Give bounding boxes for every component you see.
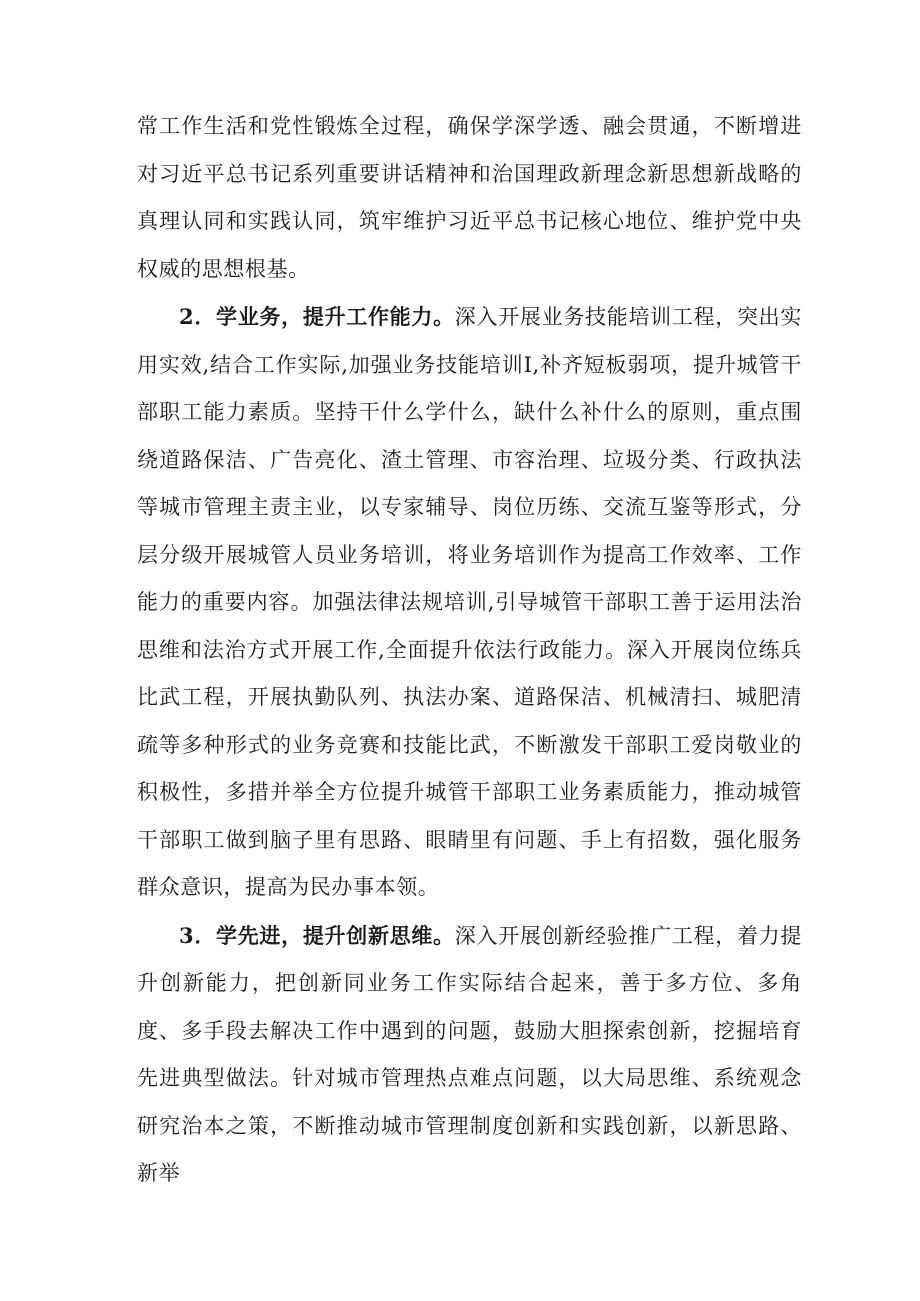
paragraph-intro-text: 常工作生活和党性锻炼全过程，确保学深学透、融会贯通，不断增进对习近平总书记系列重要讲话精神和治国理政新理念新思想新战略的真理认同和实践认同，筑牢维护习近平总书记核心地位、维护党中央权威的思想根基。 [137,114,802,281]
paragraph-section-2 [137,293,802,912]
section-2-heading: 2．学业务，提升工作能力。 [179,304,455,329]
section-2-text: 深入开展业务技能培训工程，突出实用实效,结合工作实际,加强业务技能培训I,补齐短板弱项，提升城管干部职工能力素质。坚持干什么学什么，缺什么补什么的原则，重点围绕道路保洁、广告亮化、渣土管理、市容治理、垃圾分类、行政执法等城市管理主责主业，以专家辅导、岗位历练、交流互鉴等形式，分层分级开展城管人员业务培训，将业务培训作为提高工作效率、工作能力的重要内容。加强法律法规培训,引导城管干部职工善于运用法治思维和法治方式开展工作,全面提升依法行政能力。深入开展岗位练兵比武工程，开展执勤队列、执法办案、道路保洁、机械清扫、城肥清疏等多种形式的业务竞赛和技能比武，不断激发干部职工爱岗敬业的积极性，多措并举全方位提升城管干部职工业务素质能力，推动城管干部职工做到脑子里有思路、眼睛里有问题、手上有招数，强化服务群众意识，提高为民办事本领。 [137,305,802,899]
section-3-heading: 3．学先进，提升创新思维。 [179,922,455,948]
paragraph-section-3 [137,912,802,1198]
section-3-text: 深入开展创新经验推广工程，着力提升创新能力，把创新同业务工作实际结合起来，善于多方位、多角度、多手段去解决工作中遇到的问题，鼓励大胆探索创新，挖掘培育先进典型做法。针对城市管理热点难点问题，以大局思维、系统观念研究治本之策，不断推动城市管理制度创新和实践创新，以新思路、新举 [137,923,802,1185]
paragraph-intro [137,103,802,293]
